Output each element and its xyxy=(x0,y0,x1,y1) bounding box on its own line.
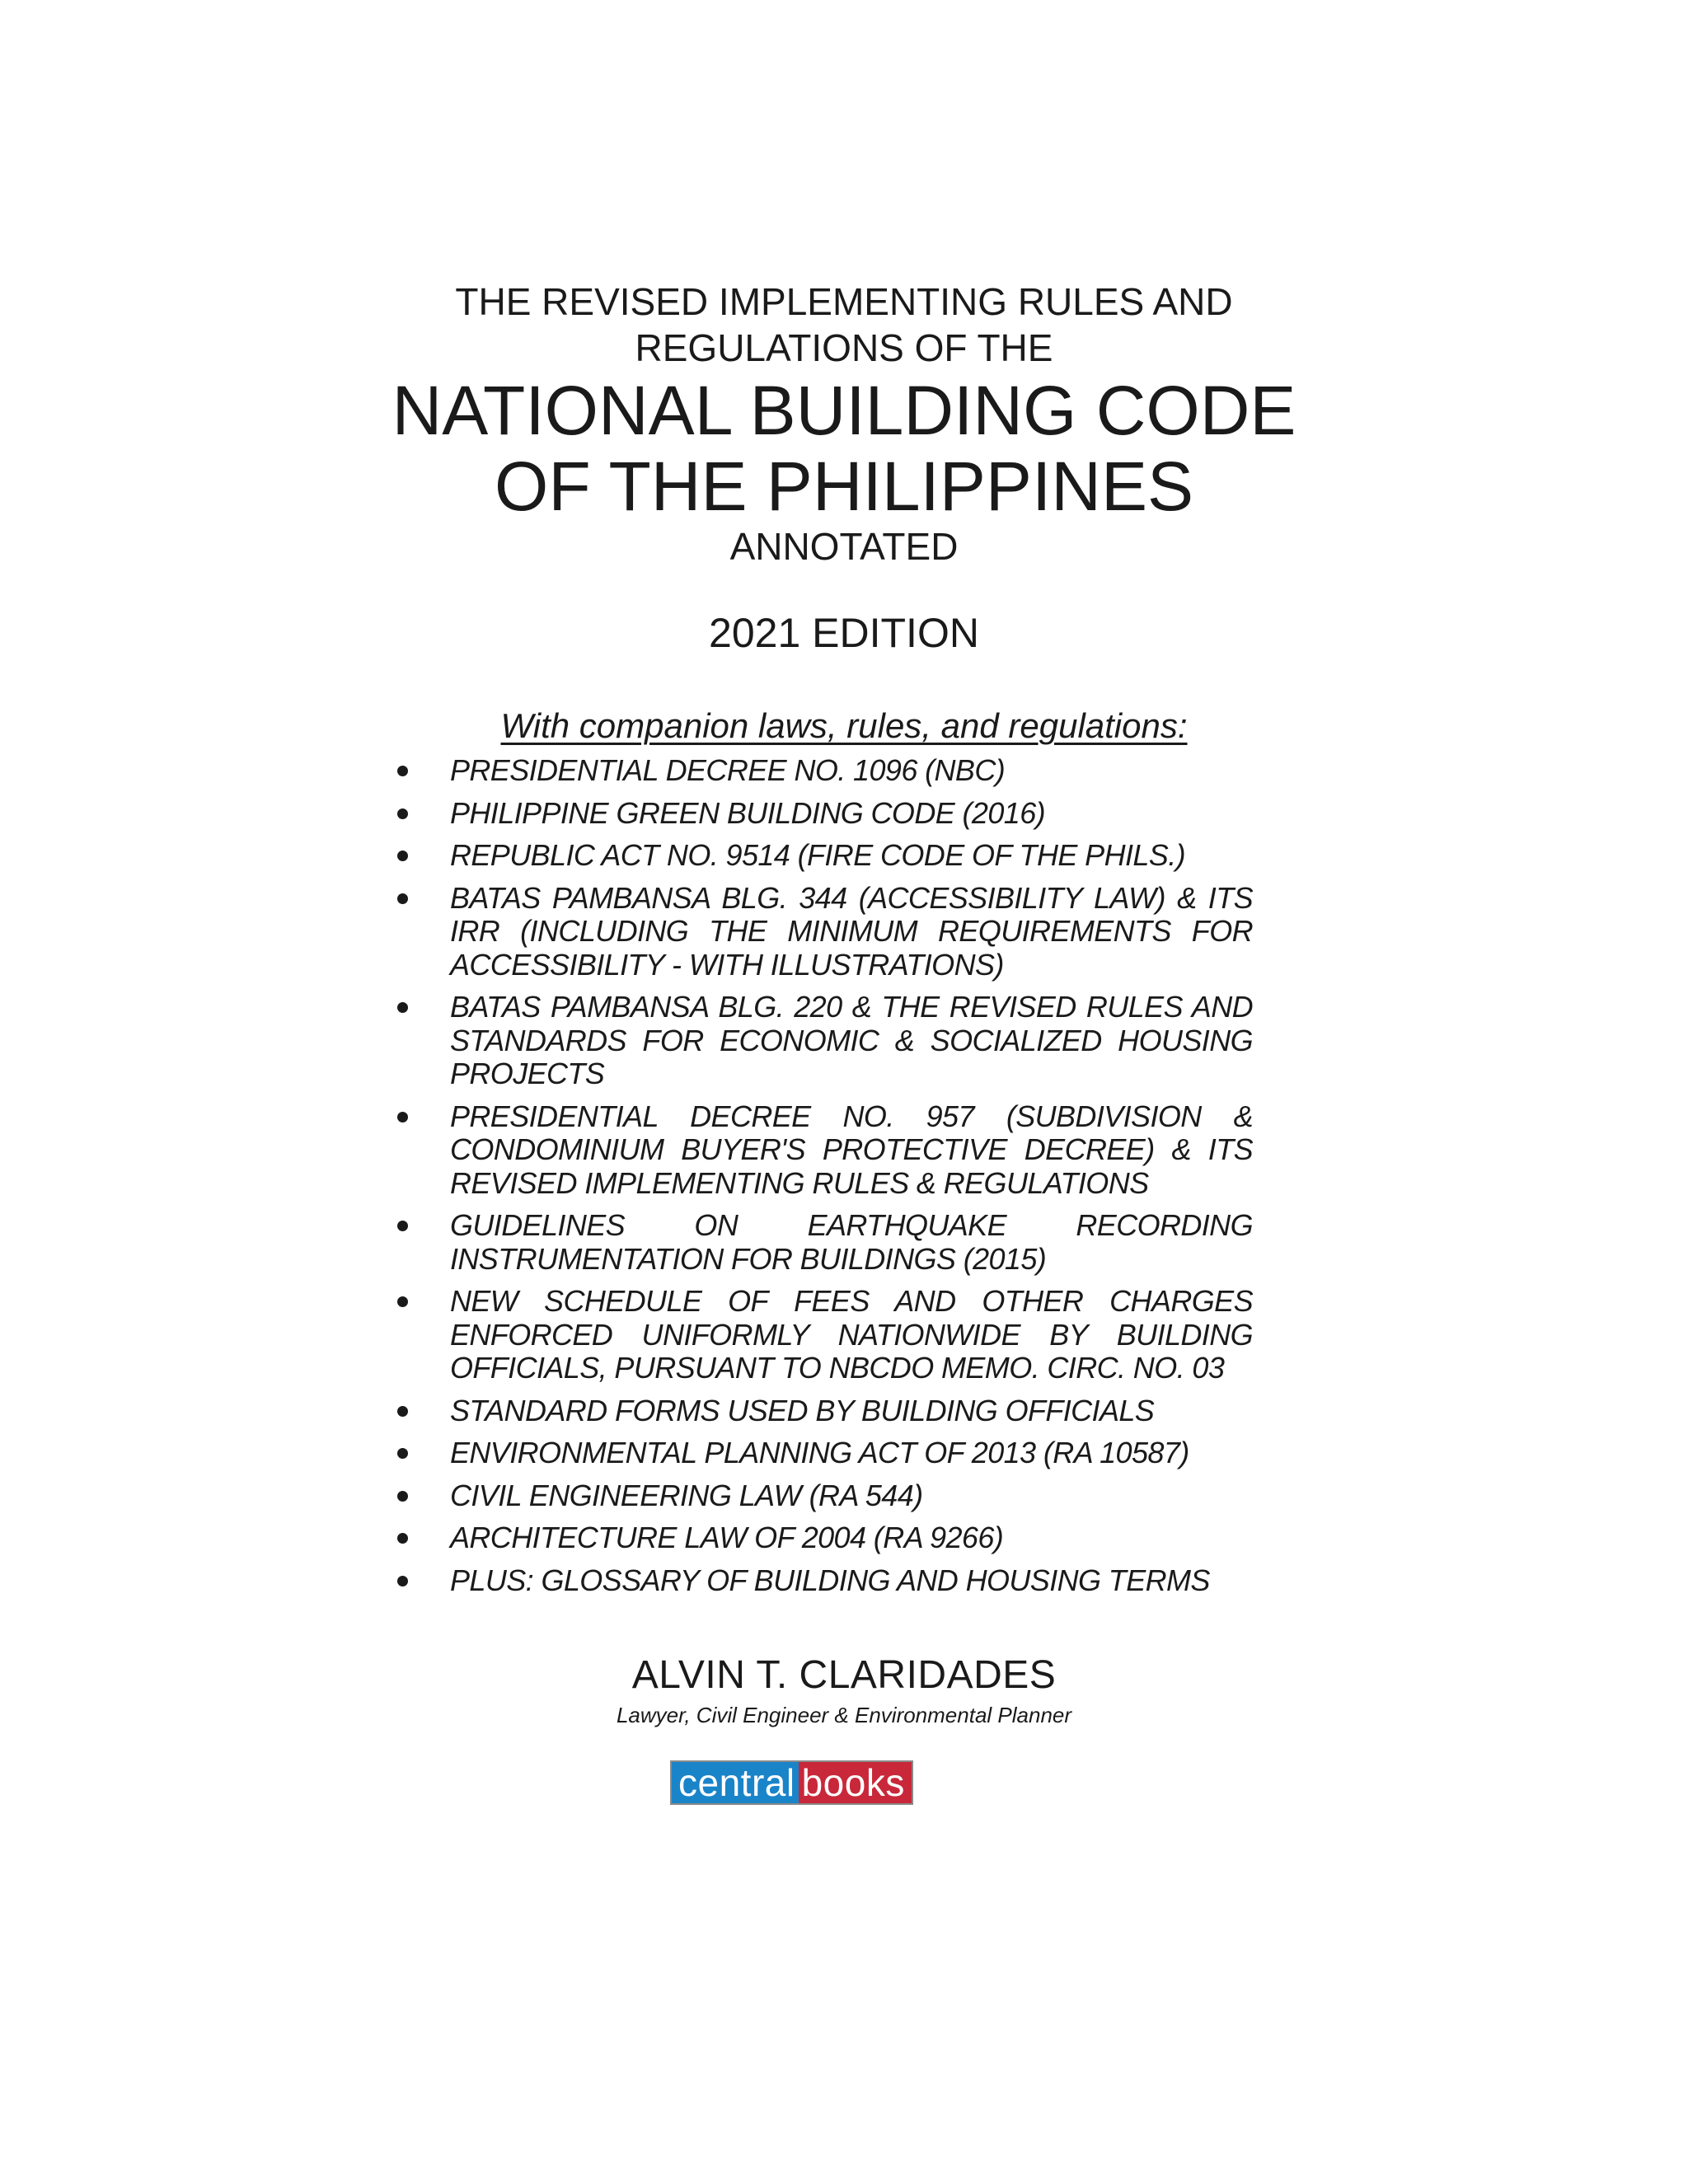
author-name: ALVIN T. CLARIDADES xyxy=(631,1653,1057,1697)
list-item-text: REPUBLIC ACT NO. 9514 (FIRE CODE OF THE PHILS.) xyxy=(450,838,1185,872)
list-item-text: BATAS PAMBANSA BLG. 344 (ACCESSIBILITY LAW) & ITS IRR (INCLUDING THE MINIMUM REQUIREMENTS FOR ACCESSIBILITY - WITH ILLUSTRATIONS) xyxy=(450,880,1253,982)
companion-heading: With companion laws, rules, and regulations: xyxy=(500,706,1188,745)
author-role: Lawyer, Civil Engineer & Environmental Planner xyxy=(616,1703,1072,1727)
list-item xyxy=(386,839,1253,873)
bullet-icon xyxy=(397,1221,408,1231)
companion-laws-list xyxy=(386,754,1253,1606)
main-title-line-1: NATIONAL BUILDING CODE xyxy=(392,372,1296,449)
bullet-icon xyxy=(397,808,408,819)
list-item xyxy=(386,1436,1253,1470)
pre-title-line-1: THE REVISED IMPLEMENTING RULES AND xyxy=(455,280,1233,323)
list-item xyxy=(386,1394,1253,1428)
publisher-logo xyxy=(670,1760,913,1805)
main-title xyxy=(0,373,1688,524)
bullet-icon xyxy=(397,1002,408,1013)
bullet-icon xyxy=(397,1491,408,1502)
list-item xyxy=(386,754,1253,788)
list-item-text: ENVIRONMENTAL PLANNING ACT OF 2013 (RA 10587) xyxy=(450,1436,1189,1469)
edition-label: 2021 EDITION xyxy=(709,610,979,656)
bullet-icon xyxy=(397,1406,408,1417)
pre-title-line-2: REGULATIONS OF THE xyxy=(635,326,1053,369)
list-item-text: ARCHITECTURE LAW OF 2004 (RA 9266) xyxy=(450,1521,1004,1554)
pre-title xyxy=(0,279,1688,371)
bullet-icon xyxy=(397,1112,408,1122)
list-item-text: CIVIL ENGINEERING LAW (RA 544) xyxy=(450,1478,923,1512)
publisher-logo-part-2: books xyxy=(799,1762,912,1803)
annotated-label: ANNOTATED xyxy=(729,525,959,568)
list-item xyxy=(386,1100,1253,1201)
publisher-logo-part-1: central xyxy=(672,1762,799,1803)
bullet-icon xyxy=(397,851,408,861)
list-item xyxy=(386,797,1253,831)
list-item-text: PLUS: GLOSSARY OF BUILDING AND HOUSING TERMS xyxy=(450,1563,1210,1597)
list-item-text: STANDARD FORMS USED BY BUILDING OFFICIALS xyxy=(450,1393,1155,1427)
list-item xyxy=(386,882,1253,982)
list-item xyxy=(386,1479,1253,1513)
list-item xyxy=(386,1521,1253,1555)
list-item xyxy=(386,1285,1253,1385)
bullet-icon xyxy=(397,1576,408,1586)
list-item-text: PHILIPPINE GREEN BUILDING CODE (2016) xyxy=(450,795,1046,830)
bullet-icon xyxy=(397,893,408,904)
list-item-text: PRESIDENTIAL DECREE NO. 1096 (NBC) xyxy=(450,753,1006,787)
bullet-icon xyxy=(397,1533,408,1544)
list-item xyxy=(386,1564,1253,1598)
bullet-icon xyxy=(397,766,408,776)
list-item-text: PRESIDENTIAL DECREE NO. 957 (SUBDIVISION & CONDOMINIUM BUYER'S PROTECTIVE DECREE) & ITS REVISED IMPLEMENTING RULES & REGULATIONS xyxy=(450,1099,1253,1200)
bullet-icon xyxy=(397,1448,408,1459)
list-item xyxy=(386,1209,1253,1276)
list-item-text: NEW SCHEDULE OF FEES AND OTHER CHARGES ENFORCED UNIFORMLY NATIONWIDE BY BUILDING OFFICIALS, PURSUANT TO NBCDO MEMO. CIRC. NO. 03 xyxy=(450,1284,1253,1385)
list-item xyxy=(386,991,1253,1091)
bullet-icon xyxy=(397,1296,408,1307)
list-item-text: GUIDELINES ON EARTHQUAKE RECORDING INSTRUMENTATION FOR BUILDINGS (2015) xyxy=(450,1208,1253,1276)
list-item-text: BATAS PAMBANSA BLG. 220 & THE REVISED RULES AND STANDARDS FOR ECONOMIC & SOCIALIZED HOUSING PROJECTS xyxy=(450,990,1253,1090)
main-title-line-2: OF THE PHILIPPINES xyxy=(495,448,1193,525)
